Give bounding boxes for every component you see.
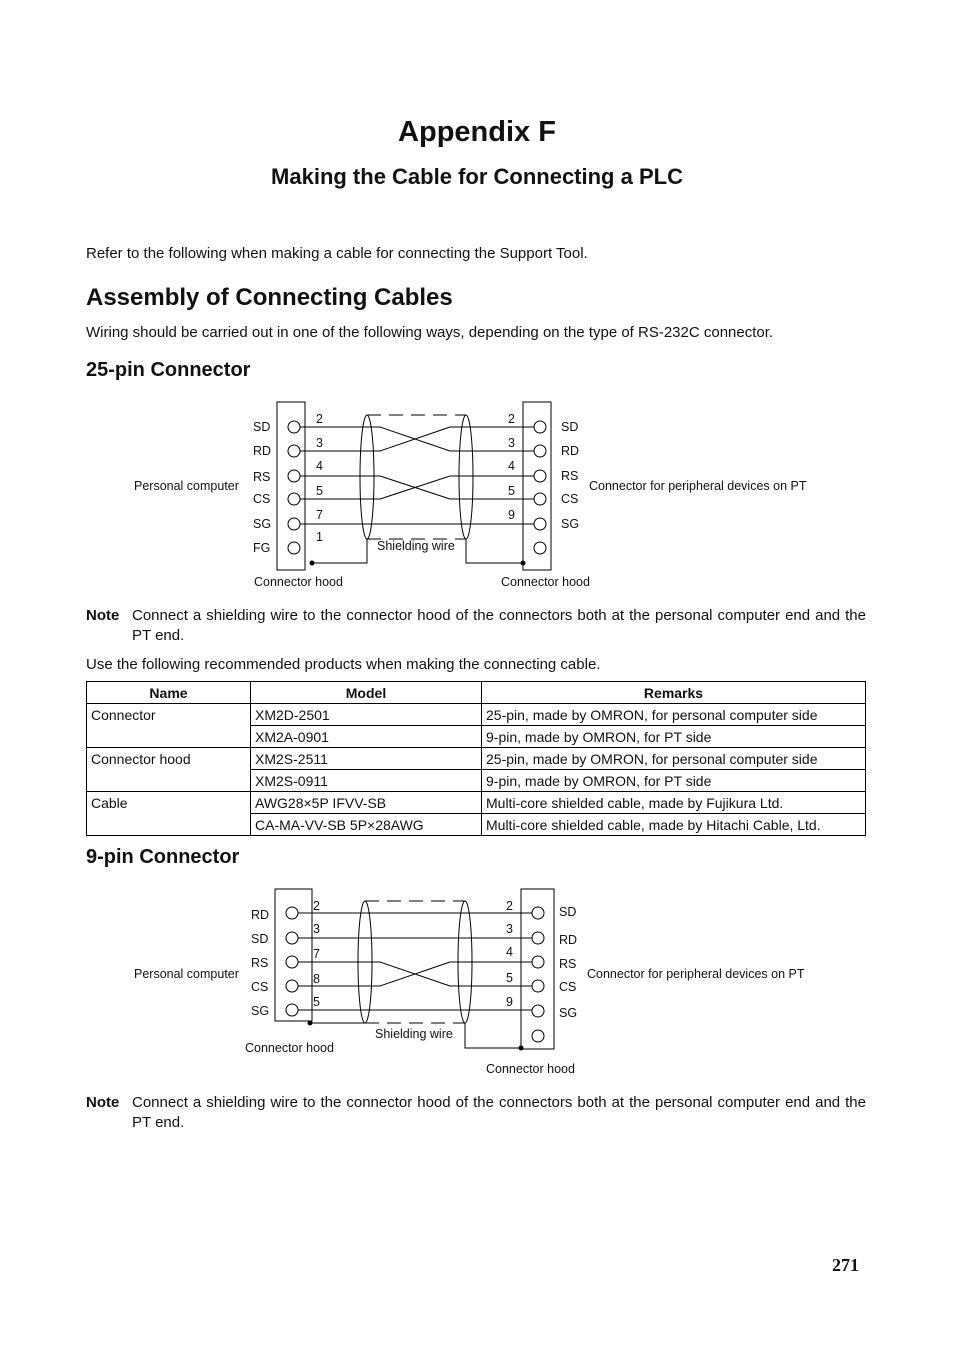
right-pin-number: 2 — [508, 412, 515, 426]
table-row — [87, 814, 866, 836]
hood-junction-dot — [310, 561, 315, 566]
left-pin-number: 5 — [316, 484, 323, 498]
table-cell-name — [87, 814, 251, 836]
pin-circle — [532, 1005, 544, 1017]
table-cell-name — [87, 726, 251, 748]
note-text: Connect a shielding wire to the connector hood of the connectors both at the personal computer end and the PT end. — [132, 607, 866, 644]
left-pin-number: 7 — [316, 508, 323, 522]
left-signal-label: CS — [251, 980, 269, 994]
right-signal-label: RD — [561, 444, 580, 458]
right-pin-number: 9 — [508, 508, 515, 522]
left-pin-number: 1 — [316, 530, 323, 544]
left-pin-number: 2 — [313, 899, 320, 913]
right-signal-label: RS — [561, 469, 579, 483]
left-signal-label: RD — [253, 444, 272, 458]
hood-junction-dot — [521, 561, 526, 566]
left-connector-hood-label: Connector hood — [245, 1041, 334, 1055]
table-cell-remarks: Multi-core shielded cable, made by Hitachi Cable, Ltd. — [482, 814, 866, 836]
heading-25pin: 25-pin Connector — [86, 359, 251, 381]
table-cell-name: Connector — [87, 704, 251, 726]
pin-circle — [532, 1030, 544, 1042]
right-signal-label: RD — [559, 933, 578, 947]
left-signal-label: SG — [251, 1004, 270, 1018]
pin-circle — [288, 445, 300, 457]
right-pin-number: 5 — [506, 971, 513, 985]
hood-junction-dot — [519, 1046, 524, 1051]
pin-circle — [288, 542, 300, 554]
table-row — [87, 726, 866, 748]
right-pin-number: 4 — [506, 945, 513, 959]
table-cell-remarks: 9-pin, made by OMRON, for PT side — [482, 726, 866, 748]
pin-circle — [534, 470, 546, 482]
right-signal-label: SG — [561, 517, 580, 531]
intro-text: Refer to the following when making a cable for connecting the Support Tool. — [86, 245, 588, 262]
left-pin-number: 7 — [313, 947, 320, 961]
note-label: Note — [86, 1094, 120, 1111]
right-pin-number: 3 — [506, 922, 513, 936]
table-cell-model: XM2S-0911 — [251, 770, 482, 792]
heading-9pin: 9-pin Connector — [86, 846, 240, 868]
right-connector-hood-label: Connector hood — [501, 575, 590, 589]
right-connector-hood-label: Connector hood — [486, 1062, 575, 1076]
note-label: Note — [86, 607, 120, 624]
right-signal-label: SD — [561, 420, 579, 434]
pin-circle — [286, 980, 298, 992]
shielding-wire-label: Shielding wire — [377, 539, 455, 553]
hood-junction-dot — [308, 1021, 313, 1026]
left-pin-number: 8 — [313, 972, 320, 986]
left-signal-label: SD — [253, 420, 271, 434]
table-cell-model: CA-MA-VV-SB 5P×28AWG — [251, 814, 482, 836]
appendix-subtitle: Making the Cable for Connecting a PLC — [271, 164, 683, 189]
table-cell-remarks: Multi-core shielded cable, made by Fujikura Ltd. — [482, 792, 866, 814]
right-pin-number: 3 — [508, 436, 515, 450]
table-row — [87, 770, 866, 792]
left-signal-label: FG — [253, 541, 271, 555]
pin-circle — [532, 980, 544, 992]
table-row — [87, 704, 866, 726]
pin-circle — [534, 542, 546, 554]
left-signal-label: RD — [251, 908, 270, 922]
table-cell-remarks: 25-pin, made by OMRON, for personal computer side — [482, 704, 866, 726]
pin-circle — [534, 421, 546, 433]
pin-circle — [286, 956, 298, 968]
note-25pin — [86, 606, 866, 646]
right-pin-number: 9 — [506, 995, 513, 1009]
column-header: Remarks — [482, 682, 866, 704]
right-signal-label: RS — [559, 957, 577, 971]
table-cell-name: Connector hood — [87, 748, 251, 770]
table-cell-remarks: 9-pin, made by OMRON, for PT side — [482, 770, 866, 792]
right-pin-number: 5 — [508, 484, 515, 498]
pin-circle — [532, 956, 544, 968]
personal-computer-label: Personal computer — [134, 967, 239, 981]
recommend-text: Use the following recommended products when making the connecting cable. — [86, 656, 601, 673]
column-header: Name — [87, 682, 251, 704]
table-cell-model: XM2A-0901 — [251, 726, 482, 748]
table-cell-model: AWG28×5P IFVV-SB — [251, 792, 482, 814]
table-cell-name: Cable — [87, 792, 251, 814]
pin-circle — [288, 470, 300, 482]
pin-circle — [288, 421, 300, 433]
pt-connector-label: Connector for peripheral devices on PT — [587, 967, 805, 981]
right-signal-label: CS — [559, 980, 577, 994]
right-signal-label: CS — [561, 492, 579, 506]
table-header-row — [87, 682, 866, 704]
left-signal-label: SG — [253, 517, 272, 531]
table-row — [87, 748, 866, 770]
left-pin-number: 3 — [316, 436, 323, 450]
products-table — [86, 681, 866, 836]
left-signal-label: SD — [251, 932, 269, 946]
section-heading: Assembly of Connecting Cables — [86, 284, 453, 311]
pin-circle — [534, 493, 546, 505]
right-pin-number: 4 — [508, 459, 515, 473]
wiring-diagram-9pin — [0, 880, 954, 1080]
pin-circle — [532, 932, 544, 944]
pin-circle — [532, 907, 544, 919]
left-pin-number: 2 — [316, 412, 323, 426]
pt-connector-label: Connector for peripheral devices on PT — [589, 479, 807, 493]
pin-circle — [286, 907, 298, 919]
personal-computer-label: Personal computer — [134, 479, 239, 493]
right-signal-label: SD — [559, 905, 577, 919]
shielding-wire-label: Shielding wire — [375, 1027, 453, 1041]
note-9pin — [86, 1093, 866, 1133]
pin-circle — [534, 445, 546, 457]
left-pin-number: 3 — [313, 922, 320, 936]
column-header: Model — [251, 682, 482, 704]
left-signal-label: RS — [251, 956, 269, 970]
left-pin-number: 5 — [313, 995, 320, 1009]
pin-circle — [286, 932, 298, 944]
appendix-title: Appendix F — [398, 116, 556, 148]
pin-circle — [288, 518, 300, 530]
table-row — [87, 792, 866, 814]
page-number: 271 — [832, 1255, 859, 1275]
section-description: Wiring should be carried out in one of the following ways, depending on the type of RS-232C connector. — [86, 324, 774, 341]
left-signal-label: RS — [253, 470, 271, 484]
pin-circle — [534, 518, 546, 530]
left-pin-number: 4 — [316, 459, 323, 473]
table-cell-name — [87, 770, 251, 792]
note-text: Connect a shielding wire to the connector hood of the connectors both at the personal computer end and the PT end. — [132, 1094, 866, 1131]
right-pin-number: 2 — [506, 899, 513, 913]
left-signal-label: CS — [253, 492, 271, 506]
pin-circle — [286, 1004, 298, 1016]
right-signal-label: SG — [559, 1006, 578, 1020]
table-cell-model: XM2D-2501 — [251, 704, 482, 726]
wiring-diagram-25pin — [0, 390, 954, 600]
table-cell-model: XM2S-2511 — [251, 748, 482, 770]
table-cell-remarks: 25-pin, made by OMRON, for personal computer side — [482, 748, 866, 770]
left-connector-hood-label: Connector hood — [254, 575, 343, 589]
pin-circle — [288, 493, 300, 505]
